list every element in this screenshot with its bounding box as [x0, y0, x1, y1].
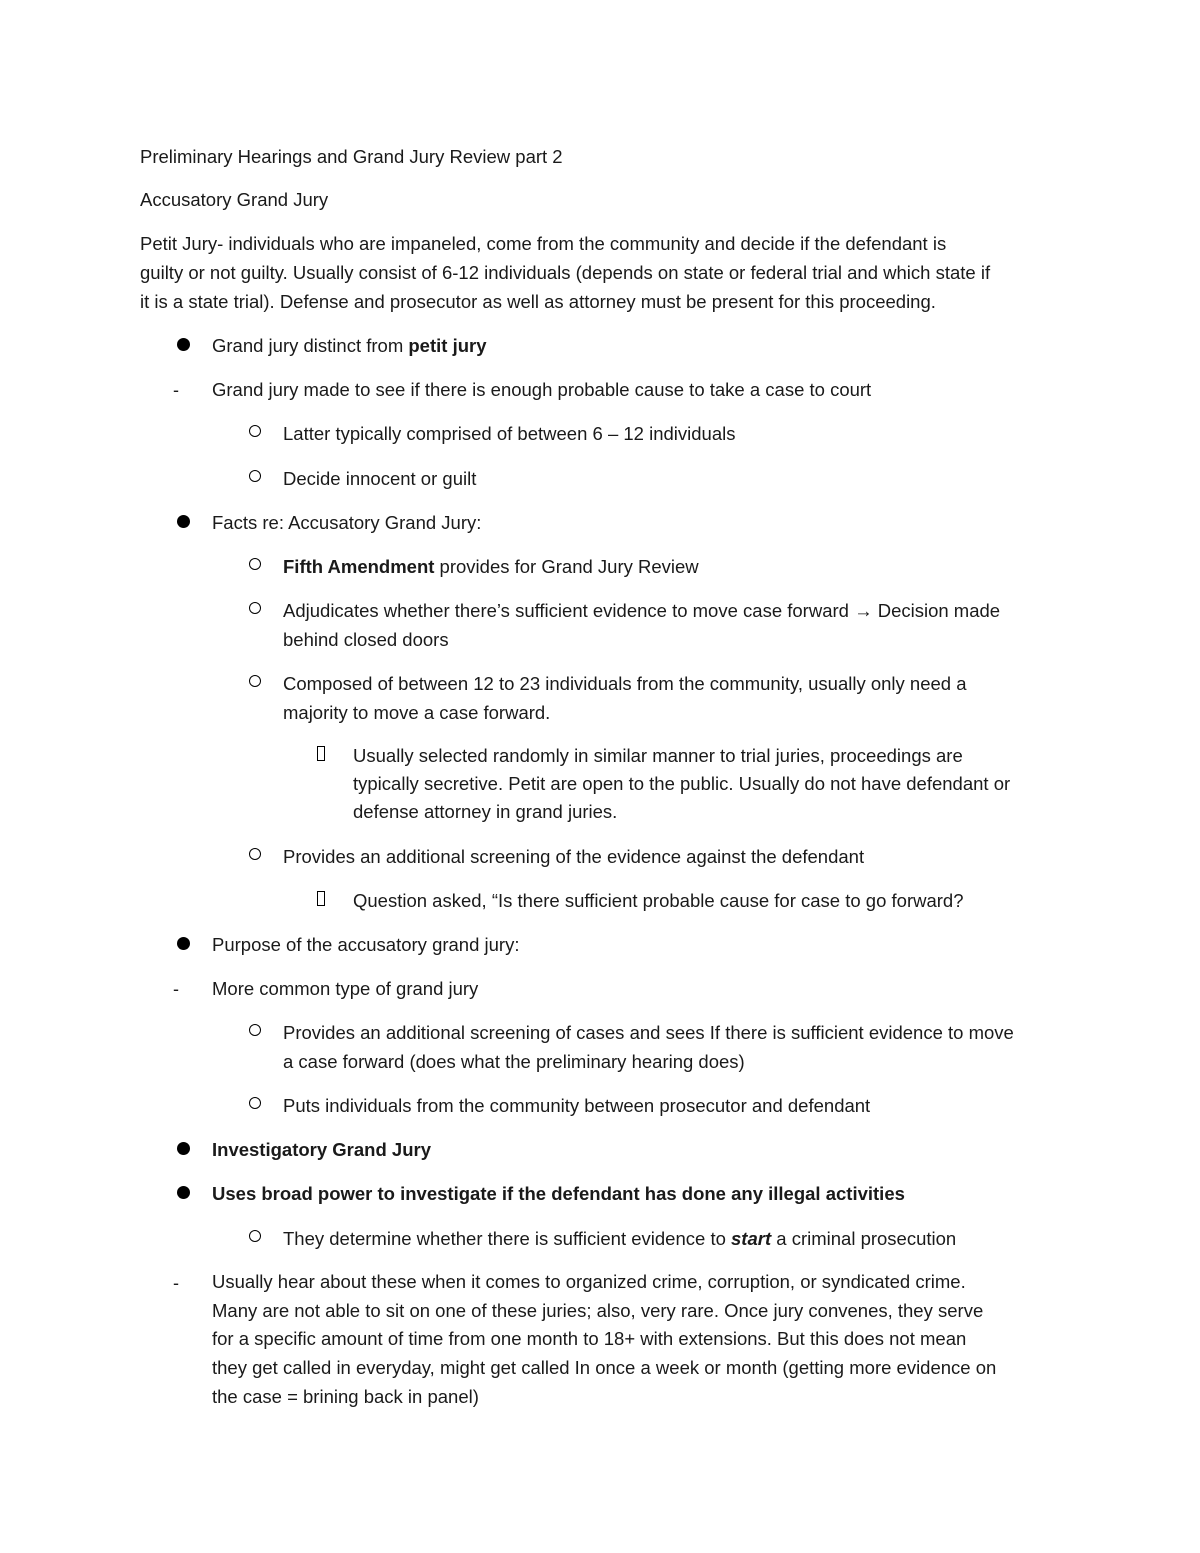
bullet-bold-text: petit jury [408, 335, 487, 356]
filled-circle-icon [177, 1142, 190, 1155]
hollow-circle-icon [249, 1097, 261, 1109]
sub-bullet-item-line-2: majority to move a case forward. [283, 702, 551, 723]
hollow-circle-icon [249, 425, 261, 437]
bullet-item: Facts re: Accusatory Grand Jury: [212, 512, 482, 533]
square-icon [317, 746, 325, 761]
sub-bullet-item-line-1: Composed of between 12 to 23 individuals from the community, usually only need a [283, 673, 967, 694]
emphasis-text: start [731, 1228, 772, 1249]
sub-bullet-item: Puts individuals from the community between prosecutor and defendant [283, 1095, 871, 1116]
sub-bullet-item-line-1 [283, 596, 1000, 625]
hollow-circle-icon [249, 558, 261, 570]
sub-bullet-item: Latter typically comprised of between 6 – 12 individuals [283, 423, 736, 444]
subsub-bullet-item-line-2: typically secretive. Petit are open to the public. Usually do not have defendant or [353, 773, 1011, 794]
text: provides for Grand Jury Review [434, 556, 699, 577]
dash-item: Grand jury made to see if there is enough probable cause to take a case to court [212, 379, 872, 400]
bullet-item: Uses broad power to investigate if the defendant has done any illegal activities [212, 1183, 905, 1204]
hollow-circle-icon [249, 675, 261, 687]
dash-item-line-3: for a specific amount of time from one month to 18+ with extensions. But this does not mean [212, 1328, 967, 1349]
text: a criminal prosecution [771, 1228, 957, 1249]
bold-text: Fifth Amendment [283, 556, 435, 577]
bullet-item: Purpose of the accusatory grand jury: [212, 934, 520, 955]
sub-bullet-item-line-1: Provides an additional screening of cases and sees If there is sufficient evidence to move [283, 1022, 1014, 1043]
sub-bullet-item-line-2: behind closed doors [283, 629, 449, 650]
sub-bullet-item [283, 552, 699, 581]
hollow-circle-icon [249, 602, 261, 614]
square-icon [317, 891, 325, 906]
subsub-bullet-item-line-1: Usually selected randomly in similar manner to trial juries, proceedings are [353, 745, 963, 766]
hollow-circle-icon [249, 848, 261, 860]
dash-item-line-1: Usually hear about these when it comes to organized crime, corruption, or syndicated crime. [212, 1271, 966, 1292]
dash-item-line-5: the case = brining back in panel) [212, 1386, 479, 1407]
bullet-text: Grand jury distinct from [212, 335, 409, 356]
bullet-item: Investigatory Grand Jury [212, 1139, 431, 1160]
filled-circle-icon [177, 515, 190, 528]
bullet-item [212, 331, 487, 360]
intro-line-2: guilty or not guilty. Usually consist of 6-12 individuals (depends on state or federal trial and which state if [140, 262, 991, 283]
text: Adjudicates whether there’s sufficient evidence to move case forward [283, 600, 855, 621]
document-title: Preliminary Hearings and Grand Jury Review part 2 [140, 146, 563, 167]
dash-marker: - [173, 1273, 179, 1293]
intro-line-3: it is a state trial). Defense and prosecutor as well as attorney must be present for this proceeding. [140, 291, 936, 312]
arrow-right-icon: → [854, 600, 873, 621]
filled-circle-icon [177, 338, 190, 351]
dash-item-line-4: they get called in everyday, might get called In once a week or month (getting more evidence on [212, 1357, 997, 1378]
dash-item: More common type of grand jury [212, 978, 479, 999]
intro-line-1: Petit Jury- individuals who are impaneled, come from the community and decide if the defendant is [140, 233, 947, 254]
hollow-circle-icon [249, 1024, 261, 1036]
filled-circle-icon [177, 1186, 190, 1199]
text: Decision made [872, 600, 1001, 621]
sub-bullet-item: Provides an additional screening of the evidence against the defendant [283, 846, 865, 867]
dash-marker: - [173, 979, 179, 999]
dash-item-line-2: Many are not able to sit on one of these juries; also, very rare. Once jury convenes, they serve [212, 1300, 984, 1321]
text: They determine whether there is sufficient evidence to [283, 1228, 732, 1249]
section-heading: Accusatory Grand Jury [140, 189, 329, 210]
hollow-circle-icon [249, 1230, 261, 1242]
subsub-bullet-item: Question asked, “Is there sufficient probable cause for case to go forward? [353, 890, 964, 911]
filled-circle-icon [177, 937, 190, 950]
subsub-bullet-item-line-3: defense attorney in grand juries. [353, 801, 618, 822]
hollow-circle-icon [249, 470, 261, 482]
dash-marker: - [173, 380, 179, 400]
sub-bullet-item-line-2: a case forward (does what the preliminary hearing does) [283, 1051, 745, 1072]
sub-bullet-item [283, 1224, 956, 1253]
sub-bullet-item: Decide innocent or guilt [283, 468, 477, 489]
